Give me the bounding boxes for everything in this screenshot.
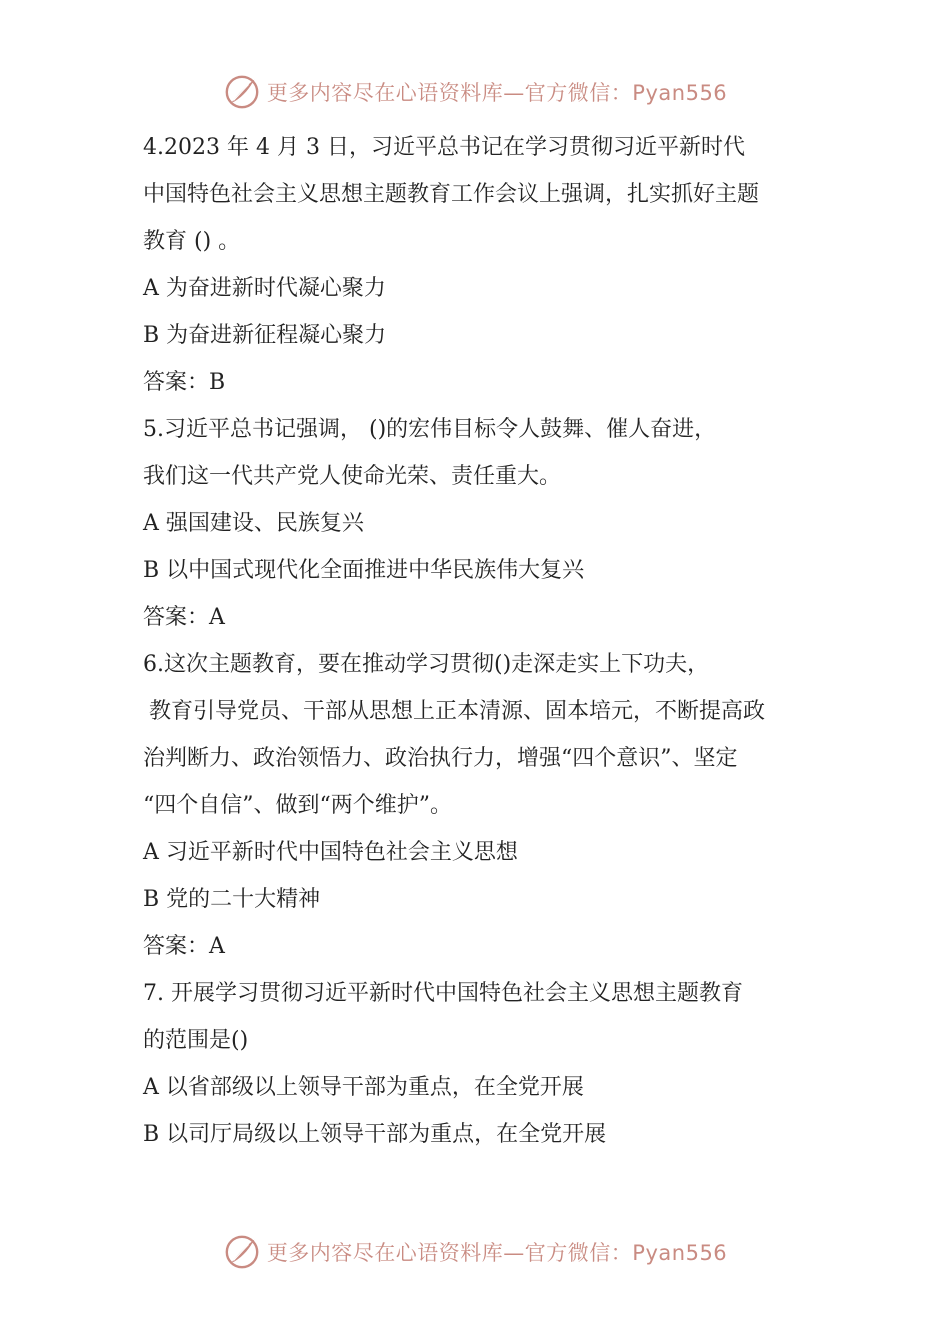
question-5-line-1: 5.习近平总书记强调， ()的宏伟目标令人鼓舞、催人奋进， bbox=[143, 417, 717, 442]
question-4-line-3: 教育 () 。 bbox=[143, 229, 241, 254]
question-5-line-2: 我们这一代共产党人使命光荣、责任重大。 bbox=[143, 464, 562, 489]
question-7-option-b: B 以司厅局级以上领导干部为重点，在全党开展 bbox=[143, 1122, 607, 1147]
question-4-answer: 答案：B bbox=[143, 370, 226, 395]
question-4-option-a: A 为奋进新时代凝心聚力 bbox=[143, 276, 386, 301]
document-body bbox=[143, 124, 813, 1158]
question-5-answer: 答案：A bbox=[143, 605, 225, 630]
question-5-option-b: B 以中国式现代化全面推进中华民族伟大复兴 bbox=[143, 558, 585, 583]
question-7-line-1: 7. 开展学习贯彻习近平新时代中国特色社会主义思想主题教育 bbox=[143, 981, 743, 1006]
question-6-line-3: 治判断力、政治领悟力、政治执行力，增强“四个意识”、坚定 bbox=[143, 746, 738, 771]
question-5-option-a: A 强国建设、民族复兴 bbox=[143, 511, 364, 536]
question-4-option-b: B 为奋进新征程凝心聚力 bbox=[143, 323, 387, 348]
question-6-line-1: 6.这次主题教育，要在推动学习贯彻()走深走实上下功夫， bbox=[143, 652, 710, 677]
question-7-line-2: 的范围是() bbox=[143, 1028, 249, 1053]
header-watermark bbox=[0, 70, 950, 114]
feather-logo-icon bbox=[223, 1233, 261, 1271]
watermark-text: 更多内容尽在心语资料库—官方微信：Pyan556 bbox=[266, 81, 728, 105]
feather-logo-icon bbox=[223, 73, 261, 111]
question-4-line-1: 4.2023 年 4 月 3 日，习近平总书记在学习贯彻习近平新时代 bbox=[143, 135, 745, 160]
watermark-text: 更多内容尽在心语资料库—官方微信：Pyan556 bbox=[266, 1241, 728, 1265]
question-6-option-a: A 习近平新时代中国特色社会主义思想 bbox=[143, 840, 518, 865]
question-4-line-2: 中国特色社会主义思想主题教育工作会议上强调，扎实抓好主题 bbox=[143, 182, 760, 207]
question-6-answer: 答案：A bbox=[143, 934, 225, 959]
question-6-line-2: 教育引导党员、干部从思想上正本清源、固本培元，不断提高政 bbox=[149, 699, 766, 724]
question-6-option-b: B 党的二十大精神 bbox=[143, 887, 321, 912]
question-6-line-4: “四个自信”、做到“两个维护”。 bbox=[143, 793, 452, 818]
footer-watermark bbox=[0, 1230, 950, 1274]
question-7-option-a: A 以省部级以上领导干部为重点，在全党开展 bbox=[143, 1075, 584, 1100]
